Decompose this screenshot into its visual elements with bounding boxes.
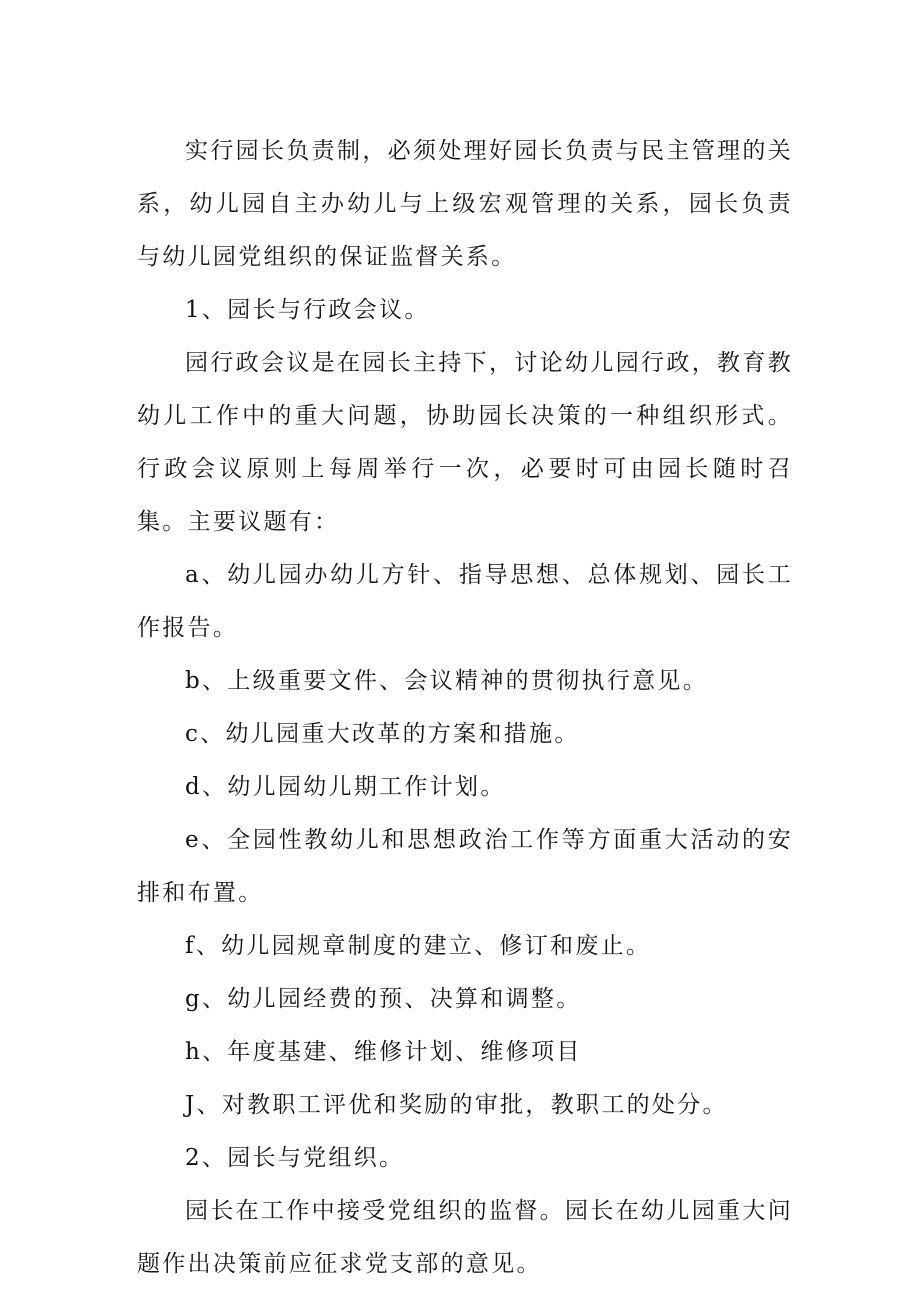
list-item-d: d、幼儿园幼儿期工作计划。 bbox=[185, 774, 506, 800]
list-item-b: b、上级重要文件、会议精神的贯彻执行意见。 bbox=[185, 668, 709, 694]
document-body bbox=[137, 125, 793, 1291]
list-item-g: g、幼儿园经费的预、决算和调整。 bbox=[185, 986, 582, 1012]
list-item-f: f、幼儿园规章制度的建立、修订和废止。 bbox=[185, 933, 652, 959]
paragraph-party-supervision: 园长在工作中接受党组织的监督。园长在幼儿园重大问题作出决策前应征求党支部的意见。 bbox=[137, 1198, 793, 1277]
heading-principal-and-party: 2、园长与党组织。 bbox=[185, 1145, 405, 1171]
heading-principal-and-admin-meeting: 1、园长与行政会议。 bbox=[185, 297, 430, 323]
list-item-a: a、幼儿园办幼儿方针、指导思想、总体规划、园长工作报告。 bbox=[137, 562, 793, 641]
list-item-h: h、年度基建、维修计划、维修项目 bbox=[185, 1039, 582, 1065]
list-item-c: c、幼儿园重大改革的方案和措施。 bbox=[185, 721, 580, 747]
list-item-e: e、全园性教幼儿和思想政治工作等方面重大活动的安排和布置。 bbox=[137, 827, 793, 906]
paragraph-admin-meeting: 园行政会议是在园长主持下，讨论幼儿园行政，教育教幼儿工作中的重大问题，协助园长决策的一种组织形式。行政会议原则上每周举行一次，必要时可由园长随时召集。主要议题有： bbox=[137, 350, 793, 535]
list-item-j: J、对教职工评优和奖励的审批，教职工的处分。 bbox=[185, 1092, 728, 1118]
paragraph-intro: 实行园长负责制，必须处理好园长负责与民主管理的关系，幼儿园自主办幼儿与上级宏观管理的关系，园长负责与幼儿园党组织的保证监督关系。 bbox=[137, 138, 793, 270]
